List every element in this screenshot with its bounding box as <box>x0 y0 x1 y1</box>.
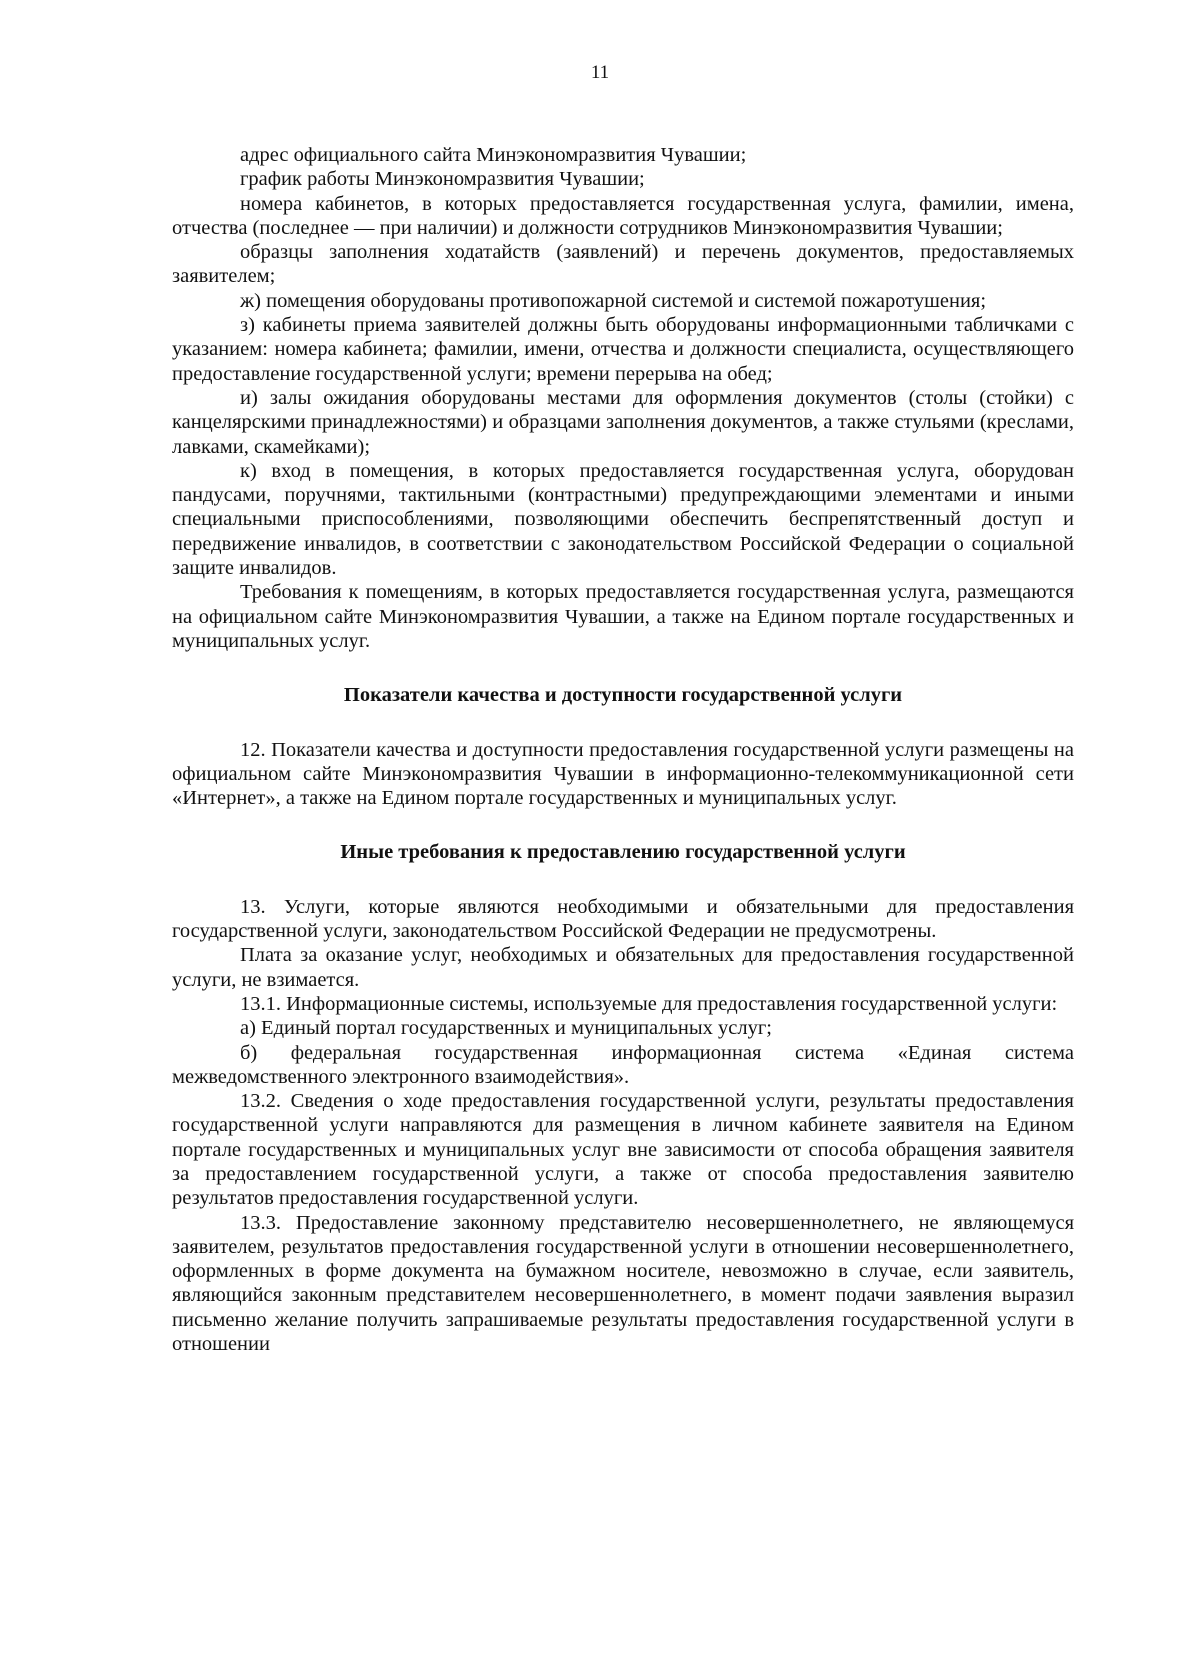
paragraph: б) федеральная государственная информационная система «Единая система межведомственного электронного взаимодействия». <box>172 1041 1074 1088</box>
section-heading: Иные требования к предоставлению государственной услуги <box>340 841 906 864</box>
paragraph: к) вход в помещения, в которых предоставляется государственная услуга, оборудован пандусами, поручнями, тактильными (контрастными) предупреждающими элементами и иными специальными приспособлениями, позволяющими обеспечить беспрепятственный доступ и передвижение инвалидов, в соответствии с законодательством Российской Федерации о социальной защите инвалидов. <box>172 459 1074 580</box>
spacer <box>172 810 1074 840</box>
document-body <box>172 143 1074 1356</box>
paragraph: и) залы ожидания оборудованы местами для оформления документов (столы (стойки) с канцелярскими принадлежностями) и образцами заполнения документов, а также стульями (креслами, лавками, скамейками); <box>172 386 1074 458</box>
paragraph: 13.3. Предоставление законному представителю несовершеннолетнего, не являющемуся заявителем, результатов предоставления государственной услуги в отношении несовершеннолетнего, оформленных в форме документа на бумажном носителе, невозможно в случае, если заявитель, являющийся законным представителем несовершеннолетнего, в момент подачи заявления выразил письменно желание получить запрашиваемые результаты предоставления государственной услуги в отношении <box>172 1211 1074 1356</box>
section-heading: Показатели качества и доступности государственной услуги <box>343 684 903 707</box>
paragraph: Плата за оказание услуг, необходимых и обязательных для предоставления государственной услуги, не взимается. <box>172 944 1074 991</box>
paragraph: 12. Показатели качества и доступности предоставления государственной услуги размещены на официальном сайте Минэкономразвития Чувашии в информационно-телекоммуникационной сети «Интернет», а также на Едином портале государственных и муниципальных услуг. <box>172 738 1074 810</box>
paragraph: 13.2. Сведения о ходе предоставления государственной услуги, результаты предоставления государственной услуги направляются для размещения в личном кабинете заявителя на Едином портале государственных и муниципальных услуг вне зависимости от способа обращения заявителя за предоставлением государственной услуги, а также от способа предоставления заявителю результатов предоставления государственной услуги. <box>172 1090 1074 1210</box>
spacer <box>172 653 1074 683</box>
spacer <box>172 708 1074 738</box>
paragraph: Требования к помещениям, в которых предоставляется государственная услуга, размещаются на официальном сайте Минэкономразвития Чувашии, а также на Едином портале государственных и муниципальных услуг. <box>172 581 1074 652</box>
paragraph: номера кабинетов, в которых предоставляется государственная услуга, фамилии, имена, отчества (последнее — при наличии) и должности сотрудников Минэкономразвития Чувашии; <box>172 192 1074 239</box>
paragraph: 13. Услуги, которые являются необходимыми и обязательными для предоставления государственной услуги, законодательством Российской Федерации не предусмотрены. <box>172 895 1074 943</box>
paragraph: з) кабинеты приема заявителей должны быть оборудованы информационными табличками с указанием: номера кабинета; фамилии, имени, отчества и должности специалиста, осуществляющего предоставление государственной услуги; времени перерыва на обед; <box>172 314 1074 385</box>
paragraph: график работы Минэкономразвития Чувашии; <box>240 168 645 191</box>
paragraph: адрес официального сайта Минэкономразвития Чувашии; <box>240 144 747 166</box>
paragraph: образцы заполнения ходатайств (заявлений) и перечень документов, предоставляемых заявителем; <box>172 241 1074 288</box>
page-number: 11 <box>590 62 610 83</box>
paragraph: а) Единый портал государственных и муниципальных услуг; <box>240 1017 772 1040</box>
paragraph: ж) помещения оборудованы противопожарной системой и системой пожаротушения; <box>240 289 987 312</box>
paragraph: 13.1. Информационные системы, используемые для предоставления государственной услуги: <box>240 992 1058 1015</box>
spacer <box>172 865 1074 895</box>
